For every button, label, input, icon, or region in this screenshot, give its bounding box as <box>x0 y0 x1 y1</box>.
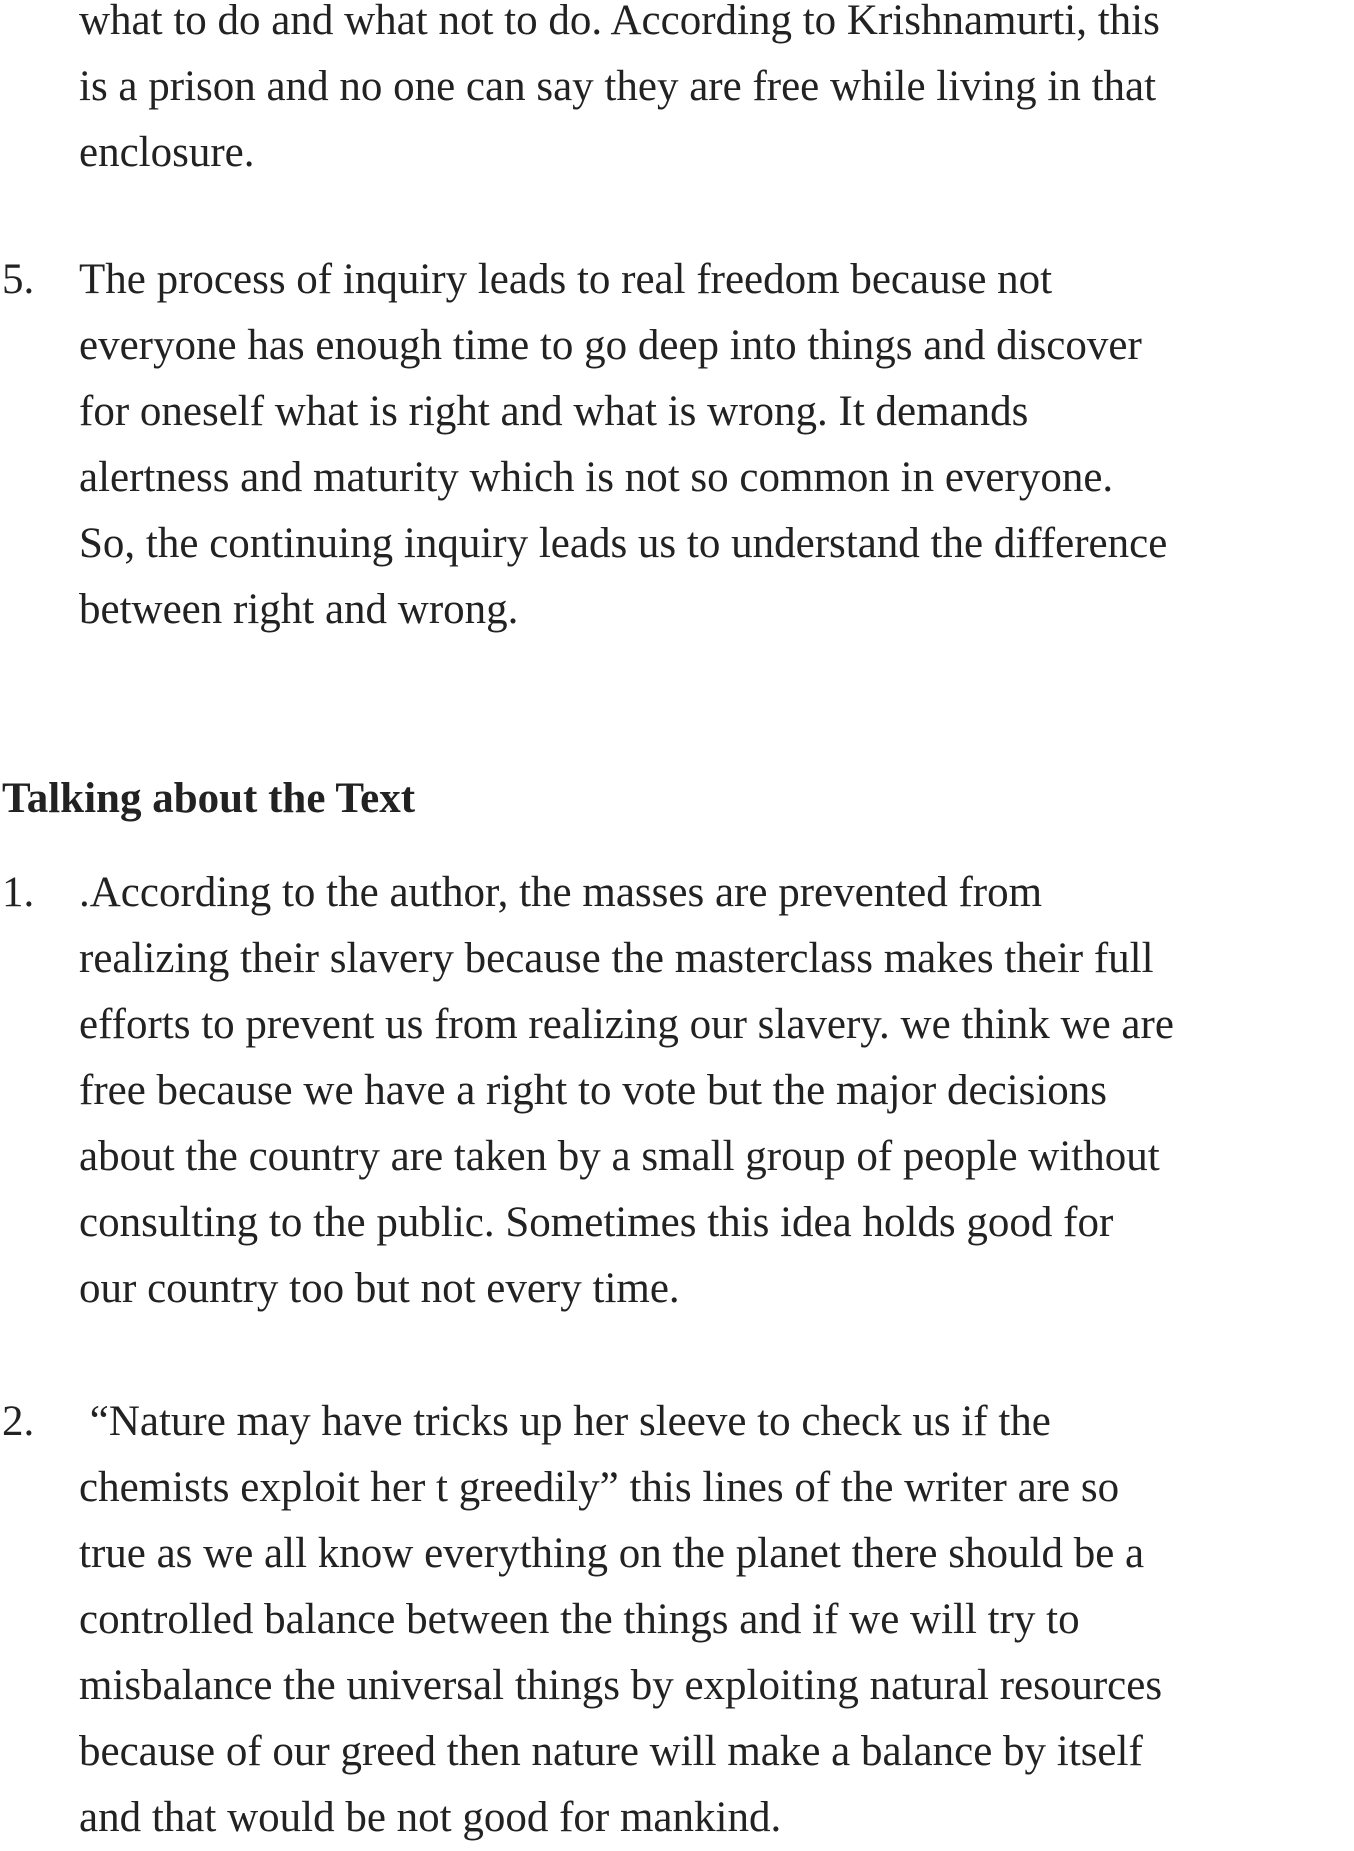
text-line: realizing their slavery because the masterclass makes their full <box>79 935 1154 982</box>
text-line: alertness and maturity which is not so common in everyone. <box>79 454 1114 501</box>
text-line: controlled balance between the things and if we will try to <box>79 1596 1080 1643</box>
text-line: our country too but not every time. <box>79 1265 680 1312</box>
text-line: efforts to prevent us from realizing our slavery. we think we are <box>79 1001 1174 1048</box>
talking-answer-2 <box>0 1389 1354 1851</box>
text-line: So, the continuing inquiry leads us to understand the difference <box>79 520 1168 567</box>
text-line: everyone has enough time to go deep into things and discover <box>79 322 1142 369</box>
text-line: “Nature may have tricks up her sleeve to check us if the <box>79 1398 1051 1445</box>
answer-4-continuation <box>0 0 1354 186</box>
text-line: misbalance the universal things by exploiting natural resources <box>79 1662 1163 1709</box>
list-number: 2. <box>2 1398 35 1445</box>
text-line: true as we all know everything on the planet there should be a <box>79 1530 1145 1577</box>
text-line: free because we have a right to vote but the major decisions <box>79 1067 1108 1114</box>
answer-5 <box>0 247 1354 643</box>
section-heading: Talking about the Text <box>2 775 416 822</box>
text-line: for oneself what is right and what is wrong. It demands <box>79 388 1029 435</box>
list-number: 5. <box>2 256 35 303</box>
talking-answer-1 <box>0 860 1354 1322</box>
list-number: 1. <box>2 869 35 916</box>
text-line: between right and wrong. <box>79 586 519 633</box>
text-line: what to do and what not to do. According to Krishnamurti, this <box>79 0 1160 44</box>
text-line: because of our greed then nature will make a balance by itself <box>79 1728 1143 1775</box>
text-line: is a prison and no one can say they are free while living in that <box>79 63 1157 110</box>
text-line: The process of inquiry leads to real freedom because not <box>79 256 1053 303</box>
text-line: enclosure. <box>79 129 255 176</box>
text-line: .According to the author, the masses are prevented from <box>79 869 1043 916</box>
text-line: consulting to the public. Sometimes this idea holds good for <box>79 1199 1114 1246</box>
text-line: chemists exploit her t greedily” this lines of the writer are so <box>79 1464 1120 1511</box>
text-line: about the country are taken by a small group of people without <box>79 1133 1160 1180</box>
text-line: and that would be not good for mankind. <box>79 1794 782 1841</box>
